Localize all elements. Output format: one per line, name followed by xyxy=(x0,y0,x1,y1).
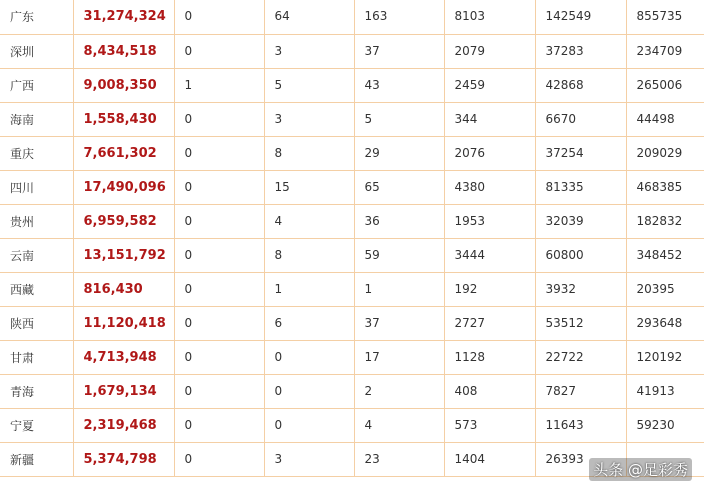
stat-cell: 59 xyxy=(354,238,444,272)
stat-cell: 3 xyxy=(264,442,354,476)
stat-cell: 15 xyxy=(264,170,354,204)
stat-cell: 1 xyxy=(354,272,444,306)
stat-cell: 5 xyxy=(354,102,444,136)
region-cell: 宁夏 xyxy=(0,408,73,442)
stat-cell: 0 xyxy=(174,204,264,238)
population-cell: 7,661,302 xyxy=(73,136,174,170)
table-row xyxy=(0,204,704,238)
stat-cell: 17 xyxy=(354,340,444,374)
stat-cell: 855735 xyxy=(626,0,704,34)
watermark: 头条 @足彩秀 xyxy=(589,458,692,481)
stat-cell: 0 xyxy=(174,102,264,136)
stat-cell: 4 xyxy=(354,408,444,442)
stat-cell: 20395 xyxy=(626,272,704,306)
region-cell: 云南 xyxy=(0,238,73,272)
table-row xyxy=(0,374,704,408)
stat-cell: 163 xyxy=(354,0,444,34)
stat-cell: 0 xyxy=(174,170,264,204)
stat-cell: 0 xyxy=(174,306,264,340)
stat-cell: 0 xyxy=(174,340,264,374)
stat-cell: 59230 xyxy=(626,408,704,442)
table-row xyxy=(0,238,704,272)
stat-cell: 2 xyxy=(354,374,444,408)
stat-cell: 1953 xyxy=(444,204,535,238)
population-cell: 1,558,430 xyxy=(73,102,174,136)
stat-cell: 44498 xyxy=(626,102,704,136)
stat-cell: 41913 xyxy=(626,374,704,408)
stat-cell: 348452 xyxy=(626,238,704,272)
population-cell: 6,959,582 xyxy=(73,204,174,238)
population-cell: 31,274,324 xyxy=(73,0,174,34)
population-cell: 816,430 xyxy=(73,272,174,306)
stat-cell: 37283 xyxy=(535,34,626,68)
stat-cell: 0 xyxy=(174,136,264,170)
stat-cell: 37 xyxy=(354,34,444,68)
stat-cell: 182832 xyxy=(626,204,704,238)
stat-cell: 408 xyxy=(444,374,535,408)
stat-cell: 64 xyxy=(264,0,354,34)
region-cell: 甘肃 xyxy=(0,340,73,374)
stat-cell: 4 xyxy=(264,204,354,238)
region-cell: 西藏 xyxy=(0,272,73,306)
stat-cell: 29 xyxy=(354,136,444,170)
population-cell: 4,713,948 xyxy=(73,340,174,374)
stat-cell: 142549 xyxy=(535,0,626,34)
region-cell: 重庆 xyxy=(0,136,73,170)
population-cell: 11,120,418 xyxy=(73,306,174,340)
stat-cell: 1 xyxy=(174,68,264,102)
table-row xyxy=(0,102,704,136)
stat-cell: 81335 xyxy=(535,170,626,204)
stat-cell: 0 xyxy=(174,272,264,306)
population-cell: 17,490,096 xyxy=(73,170,174,204)
table-row xyxy=(0,272,704,306)
region-cell: 深圳 xyxy=(0,34,73,68)
stat-cell: 2076 xyxy=(444,136,535,170)
stat-cell: 4380 xyxy=(444,170,535,204)
stat-cell: 0 xyxy=(174,408,264,442)
stat-cell: 23 xyxy=(354,442,444,476)
stat-cell: 26393 xyxy=(535,442,626,476)
population-cell: 1,679,134 xyxy=(73,374,174,408)
stat-cell: 0 xyxy=(174,238,264,272)
region-cell: 新疆 xyxy=(0,442,73,476)
stat-cell: 32039 xyxy=(535,204,626,238)
stat-cell: 11643 xyxy=(535,408,626,442)
population-cell: 9,008,350 xyxy=(73,68,174,102)
stat-cell: 43 xyxy=(354,68,444,102)
table-row xyxy=(0,170,704,204)
stat-cell: 0 xyxy=(174,374,264,408)
table-row xyxy=(0,340,704,374)
stat-cell: 3 xyxy=(264,34,354,68)
population-cell: 2,319,468 xyxy=(73,408,174,442)
stat-cell: 0 xyxy=(264,408,354,442)
stat-cell: 192 xyxy=(444,272,535,306)
stat-cell: 37254 xyxy=(535,136,626,170)
region-cell: 青海 xyxy=(0,374,73,408)
stat-cell: 6 xyxy=(264,306,354,340)
stat-cell: 8103 xyxy=(444,0,535,34)
stat-cell: 120192 xyxy=(626,340,704,374)
stat-cell: 293648 xyxy=(626,306,704,340)
stat-cell: 53512 xyxy=(535,306,626,340)
stat-cell: 3444 xyxy=(444,238,535,272)
region-cell: 海南 xyxy=(0,102,73,136)
region-cell: 广西 xyxy=(0,68,73,102)
table-row xyxy=(0,0,704,34)
stat-cell: 2079 xyxy=(444,34,535,68)
stat-cell: 0 xyxy=(174,34,264,68)
stat-cell: 8 xyxy=(264,136,354,170)
stat-cell: 65 xyxy=(354,170,444,204)
stat-cell: 234709 xyxy=(626,34,704,68)
stat-cell: 6670 xyxy=(535,102,626,136)
stat-cell: 7827 xyxy=(535,374,626,408)
stat-cell: 5 xyxy=(264,68,354,102)
stat-cell: 2459 xyxy=(444,68,535,102)
stat-cell: 1128 xyxy=(444,340,535,374)
stat-cell: 37 xyxy=(354,306,444,340)
stat-cell: 8 xyxy=(264,238,354,272)
stat-cell: 1 xyxy=(264,272,354,306)
region-cell: 贵州 xyxy=(0,204,73,238)
region-cell: 陕西 xyxy=(0,306,73,340)
stat-cell: 468385 xyxy=(626,170,704,204)
stat-cell: 0 xyxy=(174,442,264,476)
stat-cell: 0 xyxy=(174,0,264,34)
stat-cell: 22722 xyxy=(535,340,626,374)
stat-cell: 1404 xyxy=(444,442,535,476)
table-row xyxy=(0,306,704,340)
population-cell: 13,151,792 xyxy=(73,238,174,272)
stat-cell: 209029 xyxy=(626,136,704,170)
stat-cell: 3 xyxy=(264,102,354,136)
stat-cell: 36 xyxy=(354,204,444,238)
population-cell: 5,374,798 xyxy=(73,442,174,476)
stat-cell: 265006 xyxy=(626,68,704,102)
stat-cell: 42868 xyxy=(535,68,626,102)
table-row xyxy=(0,34,704,68)
region-cell: 广东 xyxy=(0,0,73,34)
region-cell: 四川 xyxy=(0,170,73,204)
stat-cell: 0 xyxy=(264,340,354,374)
stat-cell: 0 xyxy=(264,374,354,408)
population-cell: 8,434,518 xyxy=(73,34,174,68)
stat-cell: 3932 xyxy=(535,272,626,306)
table-row xyxy=(0,408,704,442)
stat-cell: 2727 xyxy=(444,306,535,340)
stat-cell: 60800 xyxy=(535,238,626,272)
table-row xyxy=(0,136,704,170)
stat-cell: 573 xyxy=(444,408,535,442)
table-row xyxy=(0,68,704,102)
stat-cell: 344 xyxy=(444,102,535,136)
